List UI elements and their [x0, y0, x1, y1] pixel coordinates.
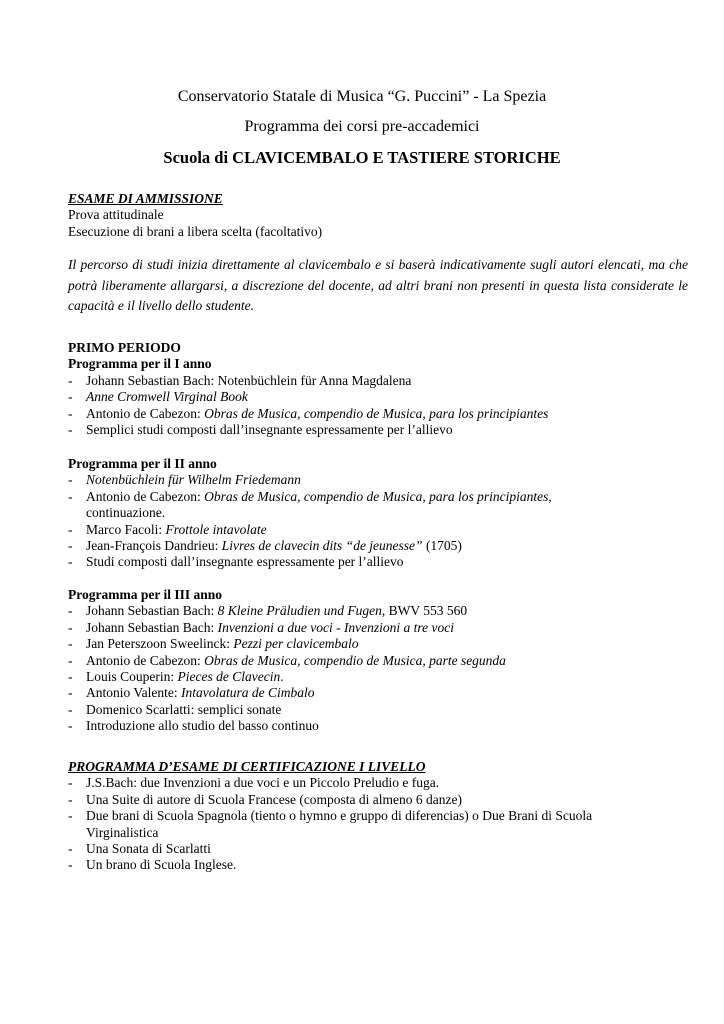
- list-item: - J.S.Bach: due Invenzioni a due voci e un Piccolo Preludio e fuga.: [68, 775, 688, 791]
- year-heading: Programma per il II anno: [68, 456, 217, 471]
- list-item: - Una Sonata di Scarlatti: [68, 841, 688, 857]
- admission-section: [68, 191, 688, 240]
- list-item: - Antonio Valente: Intavolatura de Cimbalo: [68, 685, 688, 701]
- year-1-list: [68, 373, 688, 439]
- list-item: - Johann Sebastian Bach: Notenbüchlein für Anna Magdalena: [68, 373, 688, 389]
- primo-periodo-section: [68, 340, 688, 438]
- list-item: - Introduzione allo studio del basso continuo: [68, 718, 688, 734]
- list-item: - Johann Sebastian Bach: Invenzioni a due voci - Invenzioni a tre voci: [68, 620, 688, 636]
- list-item: - Una Suite di autore di Scuola Francese (composta di almeno 6 danze): [68, 792, 688, 808]
- list-item: - Louis Couperin: Pieces de Clavecin.: [68, 669, 688, 685]
- list-item: - Johann Sebastian Bach: 8 Kleine Präludien und Fugen, BWV 553 560: [68, 603, 688, 619]
- program-title: Programma dei corsi pre-accademici: [244, 118, 480, 135]
- school-title: Scuola di CLAVICEMBALO E TASTIERE STORICHE: [163, 148, 561, 167]
- year-heading: Programma per il III anno: [68, 587, 223, 602]
- list-item: - Notenbüchlein für Wilhelm Friedemann: [68, 472, 688, 488]
- institution-title: Conservatorio Statale di Musica “G. Puccini” - La Spezia: [177, 88, 547, 105]
- list-item: - Antonio de Cabezon: Obras de Musica, compendio de Musica, parte segunda: [68, 653, 688, 669]
- year-heading: Programma per il I anno: [68, 356, 212, 372]
- list-item: - Un brano di Scuola Inglese.: [68, 857, 688, 873]
- primo-periodo-title: PRIMO PERIODO: [68, 340, 181, 355]
- admission-line: Prova attitudinale: [68, 207, 164, 223]
- list-item: - Marco Facoli: Frottole intavolate: [68, 522, 688, 538]
- certification-list: [68, 775, 688, 873]
- admission-line: Esecuzione di brani a libera scelta (facoltativo): [68, 223, 323, 239]
- list-item: - Semplici studi composti dall’insegnante espressamente per l’allievo: [68, 422, 688, 438]
- year-3-section: [68, 587, 688, 735]
- admission-title: ESAME DI AMMISSIONE: [68, 191, 223, 206]
- admission-note: Il percorso di studi inizia direttamente al clavicembalo e si baserà indicativamente sugli autori elencati, ma che potrà liberamente allargarsi, a discrezione del docente, ad altri brani non presenti in questa lista considerate le capacità e il livello dello studente.: [68, 257, 688, 313]
- list-item: - Jan Peterszoon Sweelinck: Pezzi per clavicembalo: [68, 636, 688, 652]
- year-3-list: [68, 603, 688, 734]
- list-item: - Studi composti dall’insegnante espressamente per l’allievo: [68, 554, 688, 570]
- certification-section: [68, 759, 688, 874]
- list-item: - Jean-François Dandrieu: Livres de clavecin dits “de jeunesse” (1705): [68, 538, 688, 554]
- list-item: - Due brani di Scuola Spagnola (tiento o hymno e gruppo di diferencias) o Due Brani di Scuola Virginalistica: [68, 808, 646, 841]
- list-item: - Antonio de Cabezon: Obras de Musica, compendio de Musica, para los principiantes, continuazione.: [68, 489, 626, 522]
- year-2-list: [68, 472, 688, 570]
- certification-title: PROGRAMMA D’ESAME DI CERTIFICAZIONE I LIVELLO: [68, 759, 426, 774]
- year-2-section: [68, 456, 688, 571]
- list-item: - Antonio de Cabezon: Obras de Musica, compendio de Musica, para los principiantes: [68, 406, 688, 422]
- list-item: - Anne Cromwell Virginal Book: [68, 389, 688, 405]
- list-item: - Domenico Scarlatti: semplici sonate: [68, 702, 688, 718]
